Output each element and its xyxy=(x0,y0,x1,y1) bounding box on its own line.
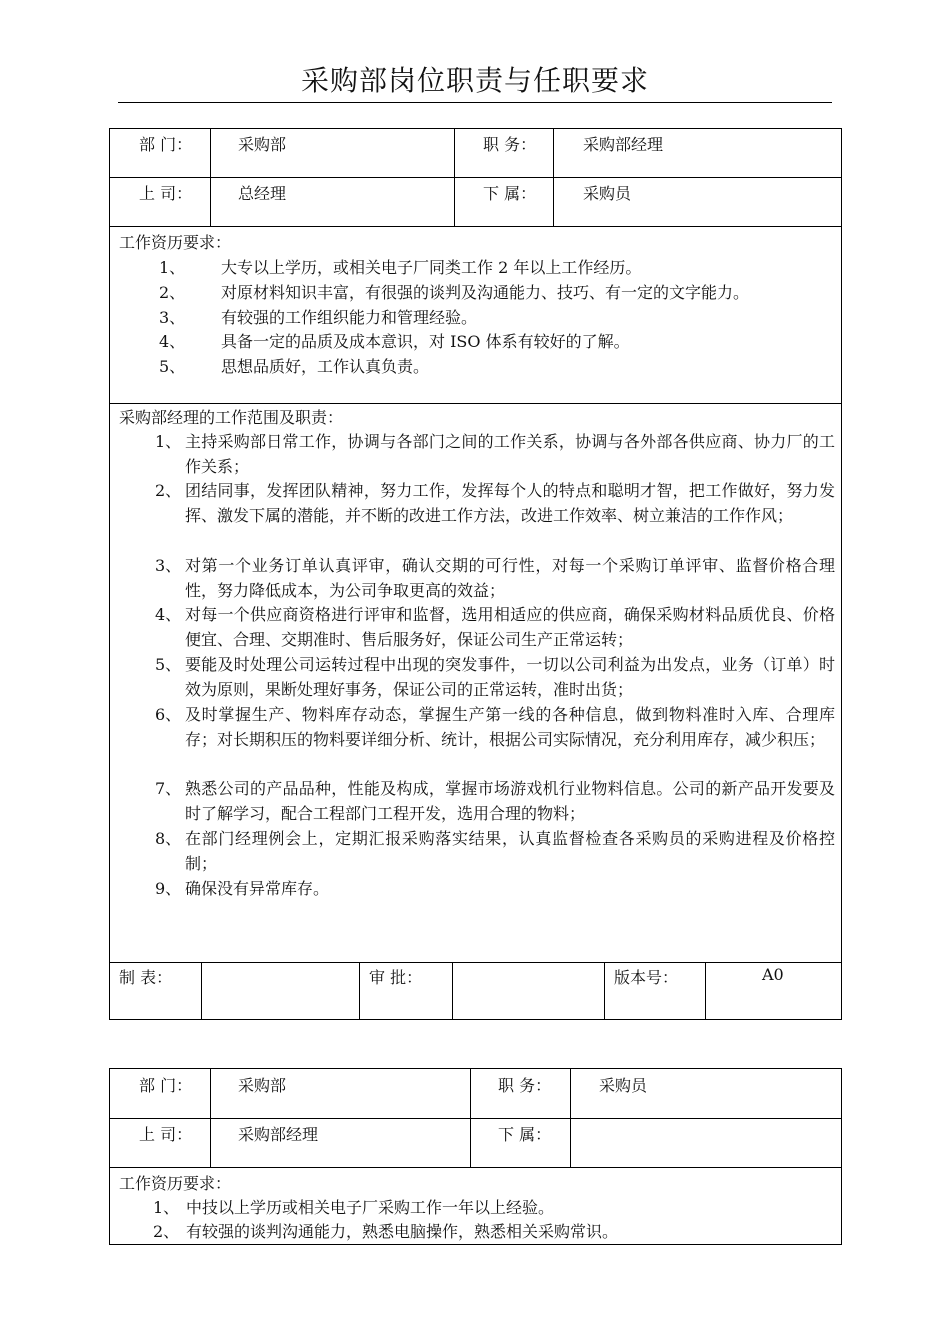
position-value: 采购部经理 xyxy=(583,135,664,154)
list-item: 5、 要能及时处理公司运转过程中出现的突发事件，一切以公司利益为出发点，业务（订单）时效为原则，果断处理好事务，保证公司的正常运转，准时出货； xyxy=(155,655,835,699)
subordinate-label: 下 属： xyxy=(483,184,537,203)
list-item: 2、 有较强的谈判沟通能力，熟悉电脑操作，熟悉相关采购常识。 xyxy=(153,1222,619,1241)
dept-value: 采购部 xyxy=(238,1076,287,1095)
list-item: 1、 中技以上学历或相关电子厂采购工作一年以上经验。 xyxy=(153,1198,555,1217)
list-item: 5、 思想品质好，工作认真负责。 xyxy=(159,357,430,376)
manager-table xyxy=(109,128,842,1020)
list-item: 4、 具备一定的品质及成本意识，对 ISO 体系有较好的了解。 xyxy=(159,332,630,351)
position-label: 职 务： xyxy=(483,135,537,154)
approved-by-label: 审 批： xyxy=(369,968,423,987)
subordinate-label: 下 属： xyxy=(498,1125,552,1144)
list-item: 1、 大专以上学历，或相关电子厂同类工作 2 年以上工作经历。 xyxy=(159,258,642,277)
list-item: 8、 在部门经理例会上，定期汇报采购落实结果，认真监督检查各采购员的采购进程及价格控制； xyxy=(155,829,835,873)
list-item: 1、 主持采购部日常工作，协调与各部门之间的工作关系，协调与各外部各供应商、协力厂的工作关系； xyxy=(155,432,835,476)
prepared-by-label: 制 表： xyxy=(119,968,173,987)
duties-title: 采购部经理的工作范围及职责： xyxy=(119,408,344,427)
superior-value: 采购部经理 xyxy=(238,1125,319,1144)
dept-value: 采购部 xyxy=(238,135,287,154)
position-value: 采购员 xyxy=(599,1076,648,1095)
version-value: A0 xyxy=(762,965,784,984)
list-item: 6、 及时掌握生产、物料库存动态，掌握生产第一线的各种信息，做到物料准时入库、合理库存；对长期积压的物料要详细分析、统计，根据公司实际情况，充分利用库存，减少积压； xyxy=(155,705,835,749)
superior-label: 上 司： xyxy=(139,184,193,203)
list-item: 2、 团结同事，发挥团队精神，努力工作，发挥每个人的特点和聪明才智，把工作做好，努力发挥、激发下属的潜能，并不断的改进工作方法，改进工作效率、树立兼洁的工作作风； xyxy=(155,481,835,525)
dept-label: 部 门： xyxy=(139,135,193,154)
qualifications-title: 工作资历要求： xyxy=(119,1174,232,1193)
page-title: 采购部岗位职责与任职要求 xyxy=(118,58,832,103)
list-item: 4、 对每一个供应商资格进行评审和监督，选用相适应的供应商，确保采购材料品质优良、价格便宜、合理、交期准时、售后服务好，保证公司生产正常运转； xyxy=(155,605,835,649)
version-label: 版本号： xyxy=(614,968,679,987)
subordinate-value: 采购员 xyxy=(583,184,632,203)
buyer-table xyxy=(109,1068,842,1245)
list-item: 7、 熟悉公司的产品品种，性能及构成，掌握市场游戏机行业物料信息。公司的新产品开发要及时了解学习，配合工程部门工程开发，选用合理的物料； xyxy=(155,779,835,823)
position-label: 职 务： xyxy=(498,1076,552,1095)
list-item: 3、 对第一个业务订单认真评审，确认交期的可行性，对每一个采购订单评审、监督价格合理性，努力降低成本，为公司争取更高的效益； xyxy=(155,556,835,600)
qualifications-title: 工作资历要求： xyxy=(119,233,232,252)
dept-label: 部 门： xyxy=(139,1076,193,1095)
list-item: 9、 确保没有异常库存。 xyxy=(155,879,330,898)
superior-value: 总经理 xyxy=(238,184,287,203)
superior-label: 上 司： xyxy=(139,1125,193,1144)
list-item: 2、 对原材料知识丰富，有很强的谈判及沟通能力、技巧、有一定的文字能力。 xyxy=(159,283,750,302)
list-item: 3、 有较强的工作组织能力和管理经验。 xyxy=(159,308,478,327)
